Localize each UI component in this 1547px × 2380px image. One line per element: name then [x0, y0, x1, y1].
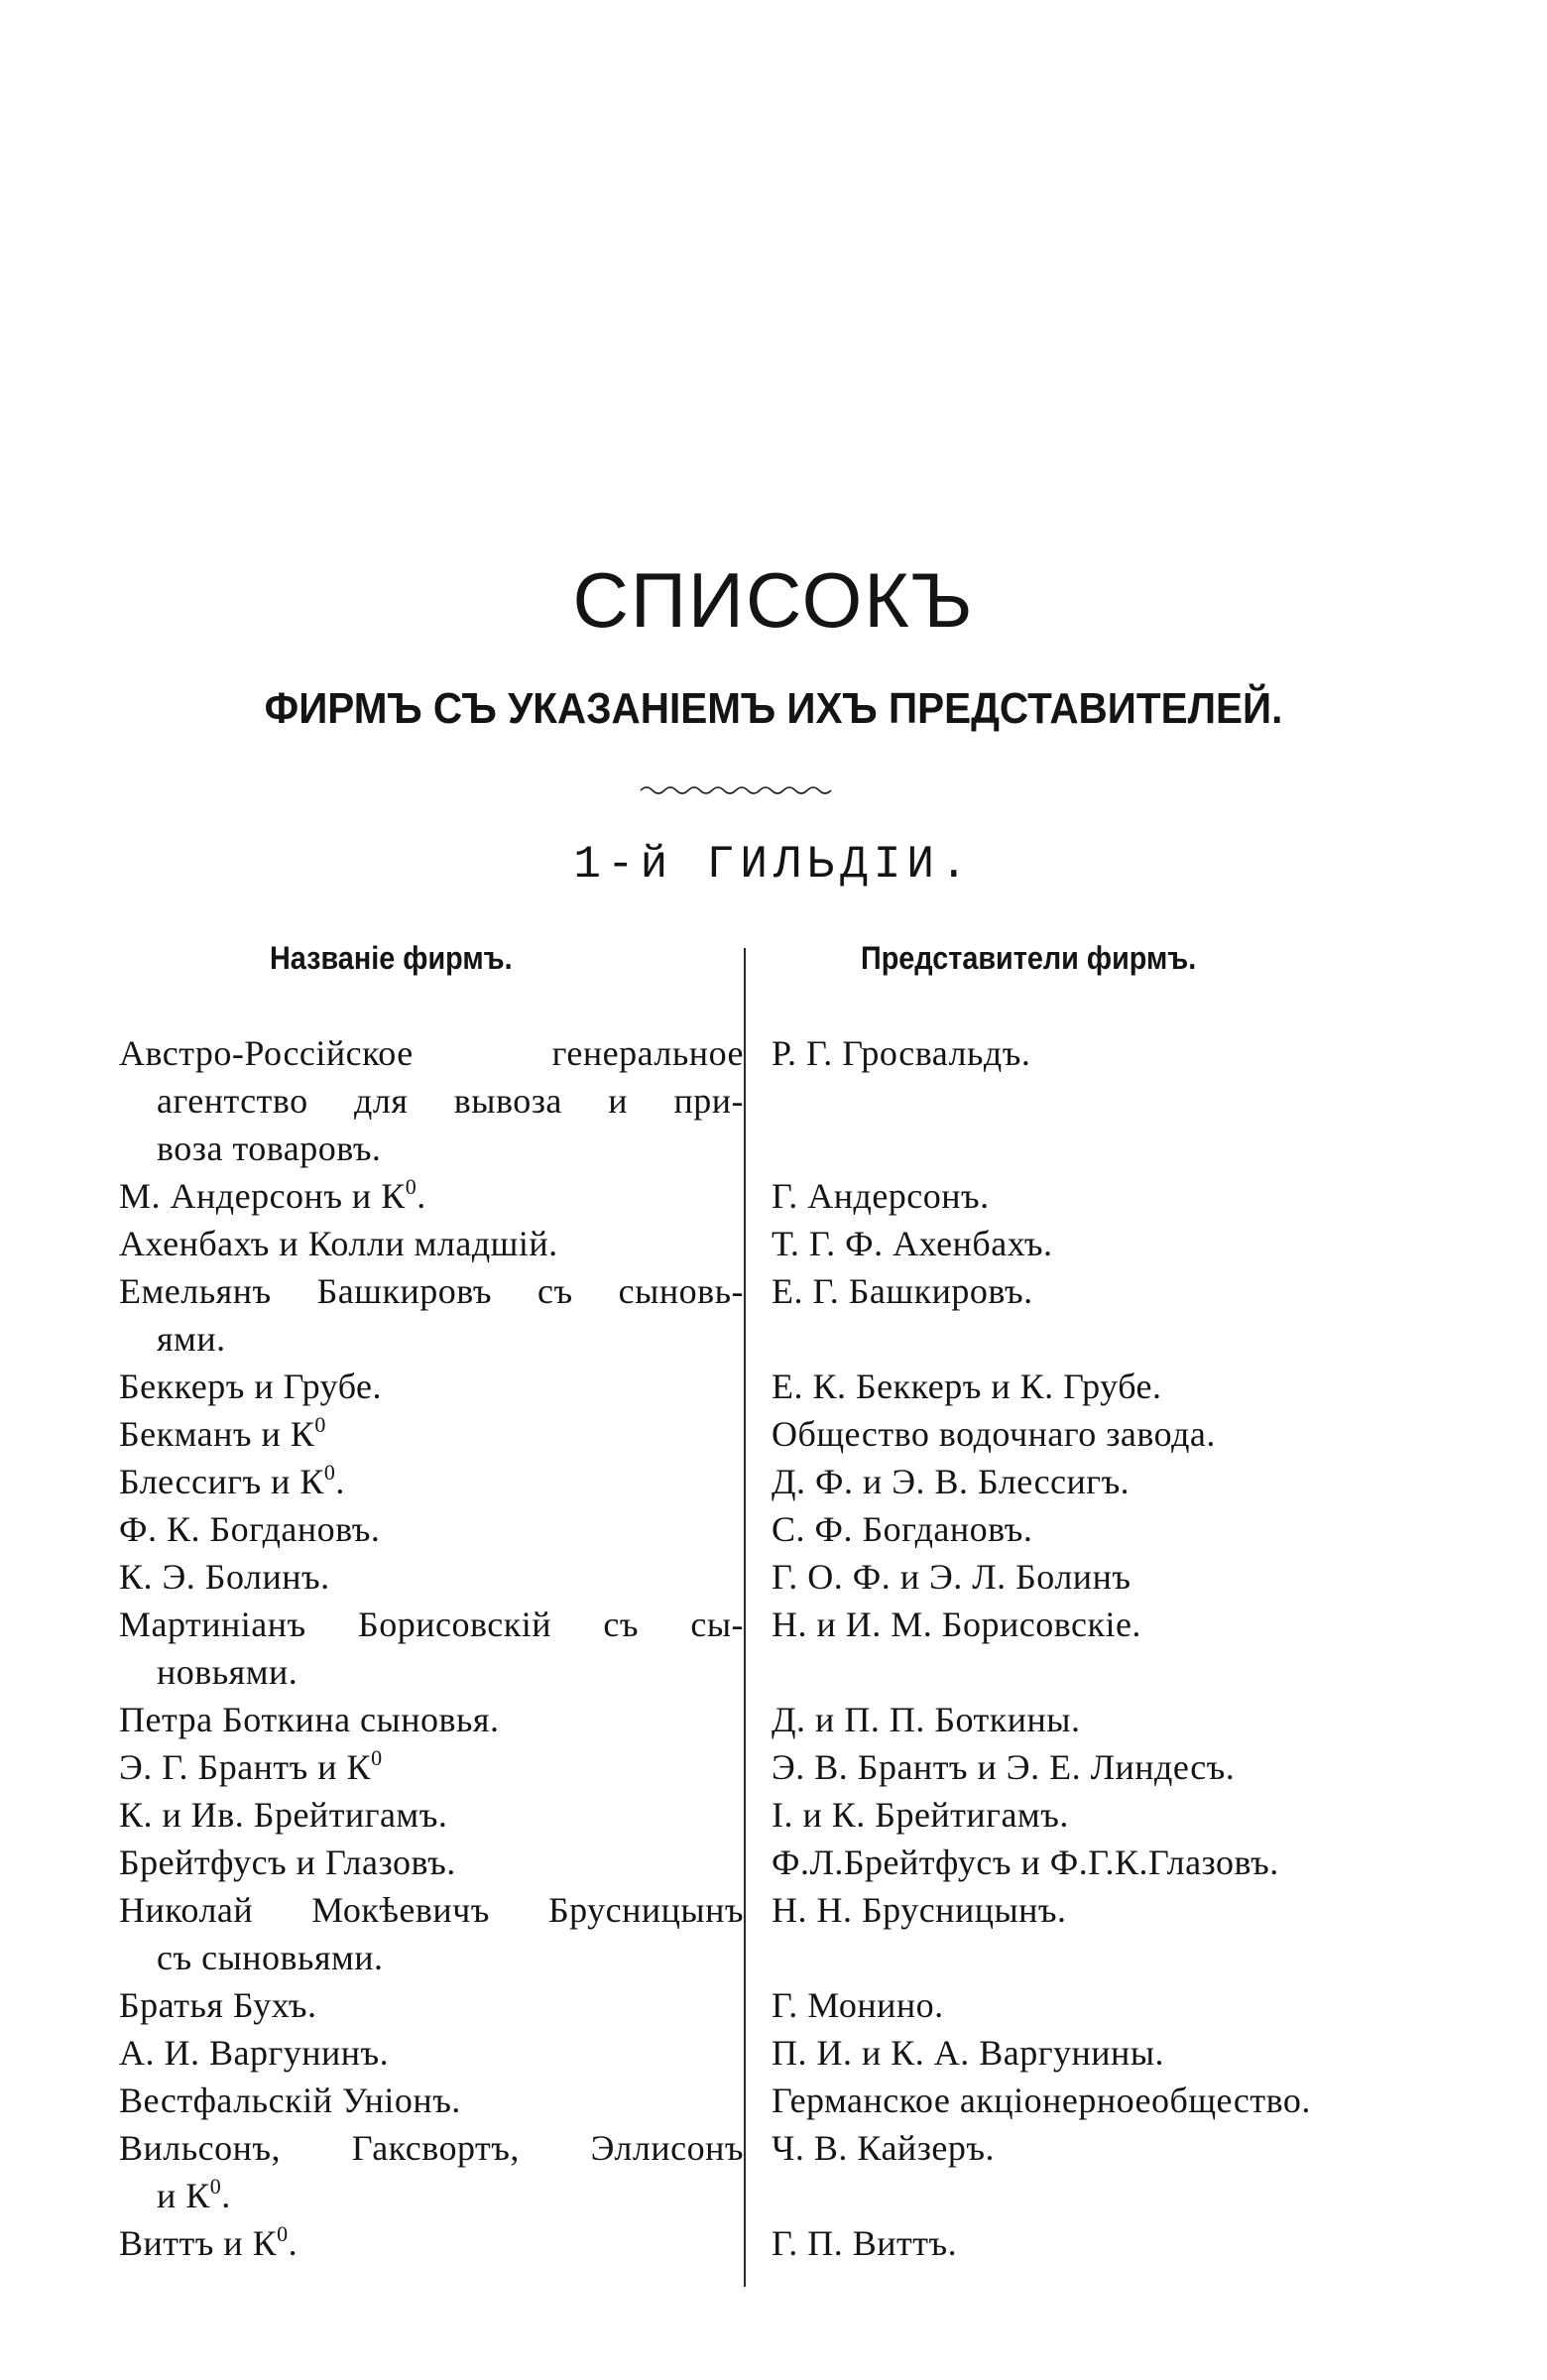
representative-name: Р. Г. Гросвальдъ. — [772, 1033, 1031, 1073]
superscript-o: 0 — [209, 2174, 222, 2199]
firm-name-line: Австро-Россійское генеральное — [119, 1033, 744, 1073]
firm-name-line: Бекманъ и $К^0$ — [119, 1412, 326, 1454]
representative-name: Г. П. Виттъ. — [772, 2223, 958, 2263]
firm-name-line: новьями. — [157, 1652, 298, 1692]
firm-name — [119, 2077, 744, 2124]
representative-name: Н. и И. М. Борисовскіе. — [772, 1605, 1141, 1644]
firm-name — [119, 1696, 744, 1743]
firm-name-line: Брейтфусъ и Глазовъ. — [119, 1843, 456, 1882]
column-header-firms: Названіе фирмъ. — [270, 940, 513, 976]
firm-name-line: Беккеръ и Грубе. — [119, 1367, 383, 1406]
firm-name — [119, 2219, 744, 2267]
firm-name — [119, 1839, 744, 1886]
firm-name-line: Блессигъ и $К^0$. — [119, 1460, 345, 1501]
representative-name: І. и К. Брейтигамъ. — [772, 1795, 1069, 1835]
firm-name — [119, 2029, 744, 2077]
firm-name — [119, 2124, 744, 2219]
representative-name: Э. В. Брантъ и Э. Е. Линдесъ. — [772, 1747, 1236, 1787]
firm-name-line: Николай Мокѣевичъ Брусницынъ — [119, 1890, 744, 1930]
firm-name — [119, 1458, 744, 1505]
representative-name: Общество водочнаго завода. — [772, 1414, 1216, 1454]
firm-name — [119, 1267, 744, 1363]
firm-name-line: Емельянъ Башкировъ съ сыновь- — [119, 1271, 744, 1311]
representative-name: Ф.Л.Брейтфусъ и Ф.Г.К.Глазовъ. — [772, 1843, 1279, 1882]
representative-name: Г. О. Ф. и Э. Л. Болинъ — [772, 1557, 1131, 1597]
representative-name: Г. Монино. — [772, 1985, 944, 2025]
guild-heading: 1-й ГИЛЬДІИ. — [573, 839, 974, 891]
firm-name-line: агентство для вывоза и при- — [157, 1081, 744, 1121]
wavy-ornament-divider — [639, 783, 837, 797]
representative-name: Е. Г. Башкировъ. — [772, 1271, 1033, 1311]
superscript-o: 0 — [371, 1745, 383, 1770]
representative-name: Н. Н. Брусницынъ. — [772, 1890, 1067, 1930]
representative-name: Д. и П. П. Боткины. — [772, 1700, 1081, 1739]
firm-name — [119, 1505, 744, 1553]
firm-name-line: Вильсонъ, Гаксвортъ, Эллисонъ — [119, 2128, 744, 2168]
firm-name — [119, 1029, 744, 1172]
firm-name — [119, 1601, 744, 1696]
firm-name-line: воза товаровъ. — [157, 1129, 382, 1168]
superscript-o: 0 — [405, 1174, 417, 1199]
firm-name-line: Ф. К. Богдановъ. — [119, 1509, 381, 1549]
representative-name: П. И. и К. А. Варгунины. — [772, 2033, 1165, 2073]
superscript-o: 0 — [314, 1412, 326, 1437]
column-divider — [744, 948, 746, 2287]
representative-name: Д. Ф. и Э. В. Блессигъ. — [772, 1462, 1130, 1501]
representative-name: Ч. В. Кайзеръ. — [772, 2128, 996, 2168]
firm-name-line: М. Андерсонъ и $К^0$. — [119, 1174, 426, 1216]
firm-name — [119, 1220, 744, 1267]
firm-name-line: К. Э. Болинъ. — [119, 1557, 330, 1597]
firm-name-line: Братья Бухъ. — [119, 1985, 317, 2025]
page-title: СПИСОКЪ — [572, 556, 975, 644]
firm-name-line: Э. Г. Брантъ и $К^0$ — [119, 1745, 383, 1787]
page-subtitle: ФИРМЪ СЪ УКАЗАНІЕМЪ ИХЪ ПРЕДСТАВИТЕЛЕЙ. — [264, 684, 1283, 733]
representative-name: Германское акціонерноеобщество. — [772, 2081, 1311, 2120]
firm-name — [119, 1410, 744, 1458]
firm-name — [119, 1981, 744, 2029]
column-header-representatives: Представители фирмъ. — [861, 940, 1197, 976]
firm-name — [119, 1172, 744, 1220]
firm-name-line: Виттъ и $К^0$. — [119, 2221, 298, 2263]
representative-name: Г. Андерсонъ. — [772, 1176, 990, 1216]
superscript-o: 0 — [323, 1460, 336, 1485]
representative-name: Т. Г. Ф. Ахенбахъ. — [772, 1224, 1053, 1263]
representative-name: Е. К. Беккеръ и К. Грубе. — [772, 1367, 1162, 1406]
firm-name — [119, 1743, 744, 1791]
firm-name-line: К. и Ив. Брейтигамъ. — [119, 1795, 448, 1835]
firm-name-line: Петра Боткина сыновья. — [119, 1700, 500, 1739]
firm-name — [119, 1553, 744, 1601]
firm-name-line: А. И. Варгунинъ. — [119, 2033, 390, 2073]
firm-name-line: и $К^0$. — [157, 2174, 231, 2215]
firm-name-line: Вестфальскій Уніонъ. — [119, 2081, 461, 2120]
firm-name — [119, 1791, 744, 1839]
firm-name — [119, 1363, 744, 1410]
firm-name-line: Ахенбахъ и Колли младшій. — [119, 1224, 558, 1263]
firm-name-line: съ сыновьями. — [157, 1938, 384, 1977]
firm-name-line: Мартиніанъ Борисовскій съ сы- — [119, 1605, 744, 1644]
representative-name: С. Ф. Богдановъ. — [772, 1509, 1033, 1549]
firm-name — [119, 1886, 744, 1981]
firm-name-line: ями. — [157, 1319, 226, 1359]
superscript-o: 0 — [277, 2221, 289, 2246]
